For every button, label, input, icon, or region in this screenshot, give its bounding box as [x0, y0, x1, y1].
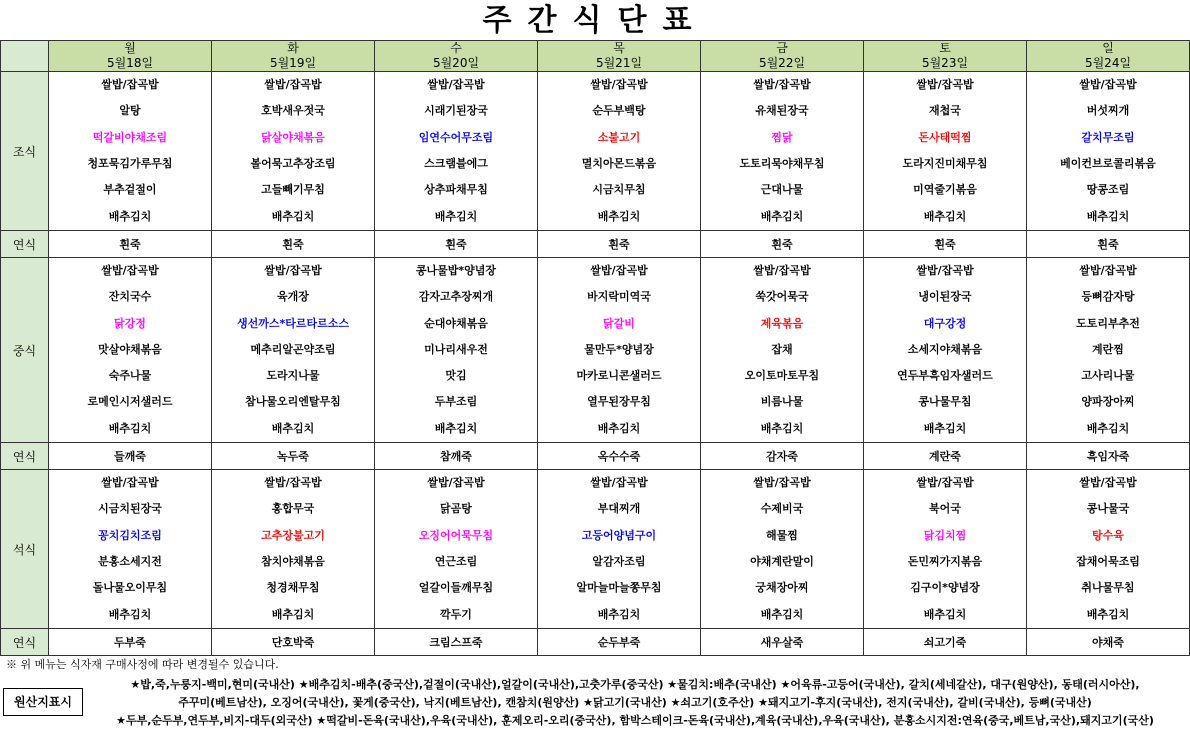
lunch-cell	[538, 258, 701, 443]
menu-item: 도라지진미채무침	[902, 156, 988, 170]
lunch-label: 중식	[1, 258, 49, 443]
menu-item: 미나리새우전	[424, 342, 488, 356]
menu-item: 마카로니콘샐러드	[576, 369, 662, 383]
menu-item: 청경채무침	[266, 581, 320, 595]
menu-item: 찜닭	[771, 130, 793, 144]
date-header: 5월19일	[212, 56, 375, 72]
snack-label: 연식	[1, 231, 49, 258]
menu-item: 꽁치김치조림	[98, 528, 162, 542]
breakfast-cell	[701, 72, 864, 231]
dinner-row	[1, 470, 1190, 629]
menu-item: 잔치국수	[108, 290, 152, 304]
menu-item: 대구강정	[923, 316, 967, 330]
snack-cell: 옥수수죽	[538, 443, 701, 470]
lunch_snack-row	[1, 443, 1190, 470]
menu-item: 잡채	[771, 342, 793, 356]
menu-item: 냉이된장국	[918, 290, 972, 304]
menu-item: 배추김치	[271, 209, 315, 223]
menu-item: 닭살야채볶음	[261, 130, 325, 144]
menu-item: 돈사태떡찜	[918, 130, 972, 144]
menu-item: 쌀밥/잡곡밥	[753, 78, 811, 91]
menu-item: 생선까스*타르타르소스	[236, 316, 349, 330]
menu-item: 쌀밥/잡곡밥	[916, 78, 974, 91]
menu-change-note: ※ 위 메뉴는 식자재 구매사정에 따라 변경될수 있습니다.	[6, 658, 279, 671]
menu-item: 땅콩조림	[1086, 183, 1130, 197]
menu-item: 해물찜	[766, 528, 798, 542]
menu-item: 등뼈감자탕	[1081, 290, 1135, 304]
menu-item: 배추김치	[597, 607, 641, 621]
menu-item: 숙주나물	[108, 369, 152, 383]
menu-item: 알마늘마늘쫑무침	[576, 581, 662, 595]
menu-item: 참치야채볶음	[261, 554, 325, 568]
menu-item: 고들빼기무침	[261, 183, 325, 197]
snack-cell: 순두부죽	[538, 629, 701, 656]
dinner-cell	[212, 470, 375, 629]
menu-item: 근대나물	[760, 183, 804, 197]
lunch-cell	[212, 258, 375, 443]
menu-item: 미역줄기볶음	[913, 183, 977, 197]
menu-item: 메추리알곤약조림	[250, 342, 336, 356]
menu-item: 시래기된장국	[424, 104, 488, 118]
menu-item: 김구이*양념장	[910, 581, 980, 595]
snack-cell: 단호박죽	[212, 629, 375, 656]
menu-item: 배추김치	[597, 209, 641, 223]
menu-item: 소불고기	[597, 130, 641, 144]
menu-item: 배추김치	[760, 209, 804, 223]
snack-cell: 흰죽	[701, 231, 864, 258]
weekly-menu-table	[0, 40, 1190, 656]
menu-item: 볼어묵고추장조림	[250, 156, 336, 170]
header-day-row	[1, 41, 1190, 57]
menu-item: 호박새우젓국	[261, 104, 325, 118]
breakfast-cell	[864, 72, 1027, 231]
breakfast-cell	[375, 72, 538, 231]
origin-line: ★두부,순두부,연두부,비지-대두(외국산) ★떡갈비-돈육(국내산),우육(국내산), 훈제오리-오리(중국산), 함박스테이크-돈육(국내산),계육(국내산),우육(국내산), 분홍소시지전:연육(중국,베트남,국산),돼지고기(국산)	[116, 714, 1154, 727]
menu-item: 고추장불고기	[261, 528, 325, 542]
menu-item: 쌀밥/잡곡밥	[916, 264, 974, 277]
menu-item: 콩나물무침	[918, 395, 972, 409]
dinner-cell	[375, 470, 538, 629]
breakfast-cell	[212, 72, 375, 231]
menu-item: 도토리부추전	[1076, 316, 1140, 330]
menu-item: 궁채장아찌	[755, 581, 809, 595]
menu-item: 닭강정	[114, 316, 146, 330]
header-date-row	[1, 56, 1190, 72]
snack-label: 연식	[1, 443, 49, 470]
menu-item: 닭갈비	[603, 316, 635, 330]
day-header: 화	[212, 41, 375, 57]
menu-item: 유채된장국	[755, 104, 809, 118]
lunch-row	[1, 258, 1190, 443]
lunch-cell	[375, 258, 538, 443]
menu-item: 갈치무조림	[1081, 130, 1135, 144]
menu-item: 쌀밥/잡곡밥	[101, 476, 159, 489]
date-header: 5월21일	[538, 56, 701, 72]
menu-item: 쌀밥/잡곡밥	[590, 78, 648, 91]
menu-item: 고등어양념구이	[581, 528, 657, 542]
menu-item: 쌀밥/잡곡밥	[264, 78, 322, 91]
menu-item: 배추김치	[760, 607, 804, 621]
menu-item: 배추김치	[1086, 209, 1130, 223]
lunch-cell	[701, 258, 864, 443]
date-header: 5월22일	[701, 56, 864, 72]
dinner_snack-row	[1, 629, 1190, 656]
snack-cell: 흰죽	[49, 231, 212, 258]
menu-item: 버섯찌개	[1086, 104, 1130, 118]
snack-cell: 계란죽	[864, 443, 1027, 470]
menu-item: 쌀밥/잡곡밥	[101, 78, 159, 91]
menu-item: 쌀밥/잡곡밥	[590, 264, 648, 277]
menu-item: 취나물무침	[1081, 581, 1135, 595]
snack-cell: 야채죽	[1027, 629, 1190, 656]
menu-item: 부대찌개	[597, 502, 641, 516]
menu-item: 쌀밥/잡곡밥	[427, 78, 485, 91]
menu-item: 콩나물밥*양념장	[415, 264, 497, 277]
lunch-cell	[1027, 258, 1190, 443]
menu-item: 재첩국	[929, 104, 961, 118]
snack-cell: 들깨죽	[49, 443, 212, 470]
menu-item: 순두부백탕	[592, 104, 646, 118]
menu-item: 쌀밥/잡곡밥	[753, 264, 811, 277]
menu-item: 쌀밥/잡곡밥	[264, 264, 322, 277]
date-header: 5월23일	[864, 56, 1027, 72]
menu-item: 분홍소세지전	[98, 554, 162, 568]
snack-cell: 감자죽	[701, 443, 864, 470]
breakfast_snack-row	[1, 231, 1190, 258]
menu-item: 연두부흑임자샐러드	[897, 369, 993, 383]
menu-item: 육개장	[277, 290, 309, 304]
dinner-label: 석식	[1, 470, 49, 629]
menu-item: 순대야채볶음	[424, 316, 488, 330]
breakfast-label: 조식	[1, 72, 49, 231]
menu-item: 홍합무국	[271, 502, 315, 516]
menu-item: 배추김치	[271, 421, 315, 435]
menu-item: 쌀밥/잡곡밥	[916, 476, 974, 489]
menu-item: 청포묵김가루무침	[87, 156, 173, 170]
menu-item: 시금치무침	[592, 183, 646, 197]
menu-item: 알탕	[119, 104, 141, 118]
menu-item: 닭김치찜	[923, 528, 967, 542]
menu-item: 알감자조림	[592, 554, 646, 568]
menu-item: 쌀밥/잡곡밥	[1079, 78, 1137, 91]
menu-item: 돌나물오이무침	[92, 581, 168, 595]
day-header: 금	[701, 41, 864, 57]
menu-item: 배추김치	[923, 421, 967, 435]
menu-item: 배추김치	[1086, 607, 1130, 621]
menu-item: 멸치아몬드볶음	[581, 156, 657, 170]
dinner-cell	[1027, 470, 1190, 629]
breakfast-cell	[1027, 72, 1190, 231]
snack-cell: 흑임자죽	[1027, 443, 1190, 470]
menu-item: 두부조림	[434, 395, 478, 409]
menu-item: 시금치된장국	[98, 502, 162, 516]
menu-item: 고사리나물	[1081, 369, 1135, 383]
menu-item: 임연수어무조림	[418, 130, 494, 144]
menu-item: 잡채어묵조림	[1076, 554, 1140, 568]
menu-item: 양파장아찌	[1081, 395, 1135, 409]
day-header: 일	[1027, 41, 1190, 57]
snack-cell: 쇠고기죽	[864, 629, 1027, 656]
menu-item: 쌀밥/잡곡밥	[264, 476, 322, 489]
menu-item: 쑥갓어묵국	[755, 290, 809, 304]
menu-item: 배추김치	[108, 209, 152, 223]
menu-item: 제육볶음	[760, 316, 804, 330]
menu-item: 콩나물국	[1086, 502, 1130, 516]
snack-cell: 흰죽	[864, 231, 1027, 258]
menu-item: 쌀밥/잡곡밥	[590, 476, 648, 489]
snack-cell: 새우살죽	[701, 629, 864, 656]
menu-item: 도라지나물	[266, 369, 320, 383]
date-header: 5월24일	[1027, 56, 1190, 72]
menu-item: 베이컨브로콜리볶음	[1060, 156, 1156, 170]
dinner-cell	[538, 470, 701, 629]
menu-item: 바지락미역국	[587, 290, 651, 304]
menu-item: 쌀밥/잡곡밥	[101, 264, 159, 277]
menu-item: 오이토마토무침	[744, 369, 820, 383]
dinner-cell	[864, 470, 1027, 629]
menu-item: 상추파채무침	[424, 183, 488, 197]
menu-item: 스크램블에그	[424, 156, 488, 170]
menu-item: 배추김치	[923, 607, 967, 621]
snack-cell: 참깨죽	[375, 443, 538, 470]
menu-item: 도토리묵야채무침	[739, 156, 825, 170]
breakfast-cell	[49, 72, 212, 231]
menu-item: 얼갈이들깨무침	[418, 581, 494, 595]
date-header: 5월18일	[49, 56, 212, 72]
snack-cell: 흰죽	[538, 231, 701, 258]
snack-cell: 크림스프죽	[375, 629, 538, 656]
snack-cell: 녹두죽	[212, 443, 375, 470]
menu-item: 연근조림	[434, 554, 478, 568]
menu-item: 돈민찌가지볶음	[907, 554, 983, 568]
menu-item: 닭곰탕	[440, 502, 472, 516]
menu-item: 떡갈비야채조림	[92, 130, 168, 144]
menu-item: 쌀밥/잡곡밥	[1079, 476, 1137, 489]
menu-item: 계란찜	[1092, 342, 1124, 356]
day-header: 월	[49, 41, 212, 57]
menu-item: 감자고추장찌개	[418, 290, 494, 304]
snack-cell: 흰죽	[375, 231, 538, 258]
origin-line: ★밥,죽,누룽지-백미,현미(국내산) ★배추김치-배추(중국산),겉절이(국내산),얼갈이(국내산),고춧가루(중국산) ★물김치:배추(국내산) ★어육류-고등어(국내산), 갈치(세네갈산), 대구(원양산), 동태(러시아산),	[130, 678, 1140, 691]
dinner-cell	[701, 470, 864, 629]
origin-line: 주꾸미(베트남산), 오징어(국내산), 꽃게(중국산), 낙지(베트남산), 캔참치(원양산) ★닭고기(국내산) ★쇠고기(호주산) ★돼지고기-후지(국내산), 전지(국내산), 갈비(국내산), 등뼈(국내산)	[178, 696, 1092, 709]
menu-item: 참나물오리엔탈무침	[245, 395, 341, 409]
origin-label: 원산지표시	[3, 688, 83, 716]
menu-item: 배추김치	[434, 209, 478, 223]
menu-item: 배추김치	[108, 421, 152, 435]
corner-cell	[1, 41, 49, 72]
date-header: 5월20일	[375, 56, 538, 72]
day-header: 수	[375, 41, 538, 57]
menu-item: 깍두기	[440, 607, 472, 621]
menu-item: 오징어어묵무침	[418, 528, 494, 542]
snack-cell: 흰죽	[212, 231, 375, 258]
menu-item: 배추김치	[1086, 421, 1130, 435]
menu-item: 열무된장무침	[587, 395, 651, 409]
menu-item: 배추김치	[597, 421, 641, 435]
snack-cell: 흰죽	[1027, 231, 1190, 258]
menu-item: 탕수육	[1092, 528, 1124, 542]
breakfast-row	[1, 72, 1190, 231]
snack-cell: 두부죽	[49, 629, 212, 656]
menu-item: 배추김치	[271, 607, 315, 621]
breakfast-cell	[538, 72, 701, 231]
menu-item: 비름나물	[760, 395, 804, 409]
dinner-cell	[49, 470, 212, 629]
menu-item: 부추겉절이	[103, 183, 157, 197]
menu-item: 소세지야채볶음	[907, 342, 983, 356]
menu-item: 배추김치	[923, 209, 967, 223]
day-header: 목	[538, 41, 701, 57]
menu-item: 로메인시저샐러드	[87, 395, 173, 409]
menu-item: 수제비국	[760, 502, 804, 516]
menu-item: 북어국	[929, 502, 961, 516]
menu-item: 배추김치	[434, 421, 478, 435]
menu-item: 쌀밥/잡곡밥	[427, 476, 485, 489]
menu-item: 쌀밥/잡곡밥	[753, 476, 811, 489]
origin-info	[80, 676, 1190, 730]
snack-label: 연식	[1, 629, 49, 656]
menu-item: 쌀밥/잡곡밥	[1079, 264, 1137, 277]
menu-item: 맛살야채볶음	[98, 342, 162, 356]
menu-item: 야채계란말이	[750, 554, 814, 568]
lunch-cell	[49, 258, 212, 443]
page-title: 주간식단표	[482, 3, 708, 38]
menu-item: 맛김	[445, 369, 467, 383]
menu-item: 물만두*양념장	[584, 342, 654, 356]
menu-item: 배추김치	[108, 607, 152, 621]
menu-item: 배추김치	[760, 421, 804, 435]
lunch-cell	[864, 258, 1027, 443]
day-header: 토	[864, 41, 1027, 57]
